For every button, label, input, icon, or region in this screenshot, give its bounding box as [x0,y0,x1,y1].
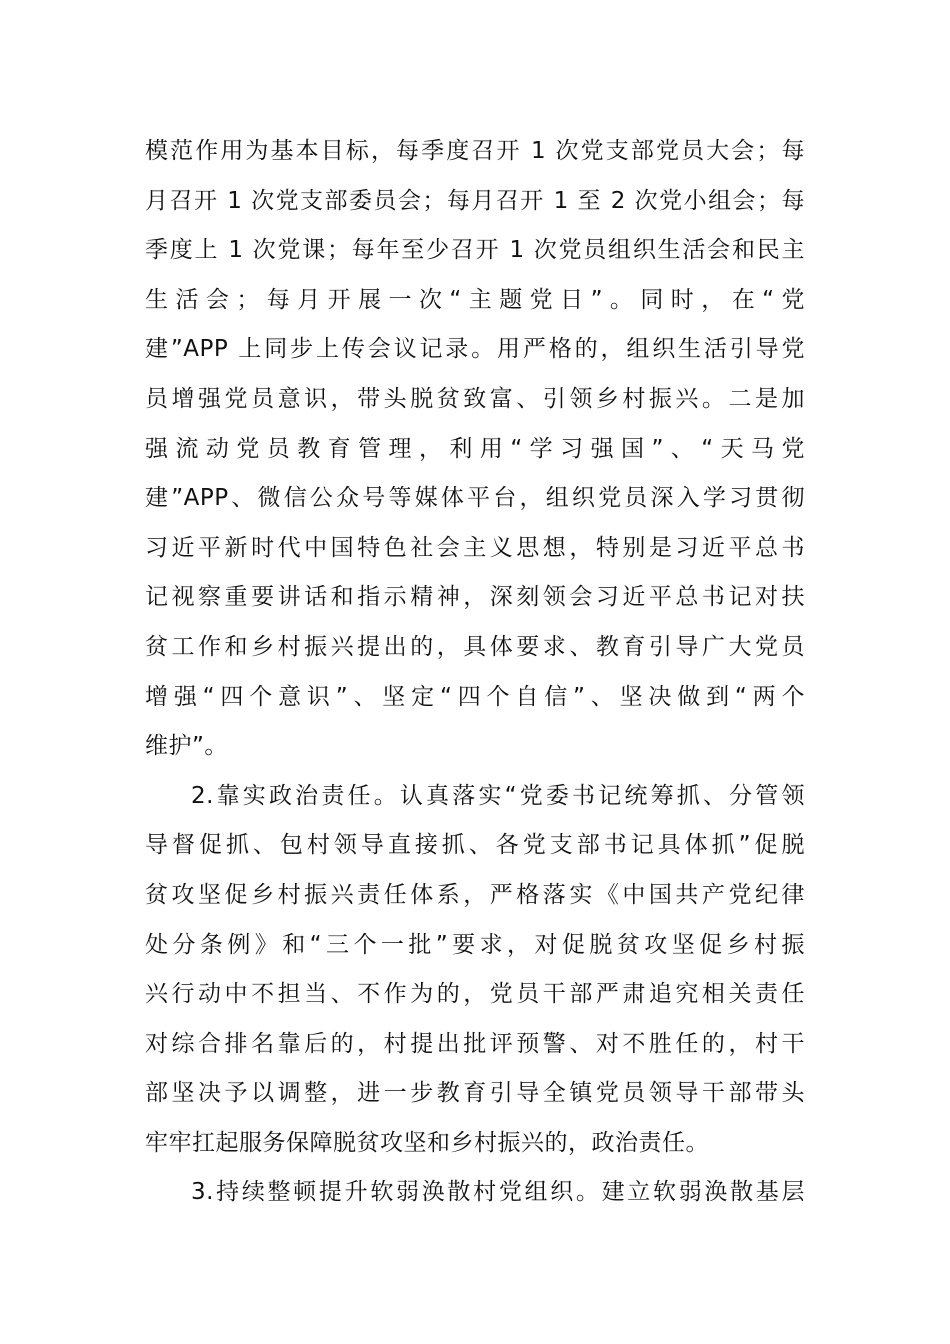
body-text [145,127,805,1218]
text-line: 建”APP 上同步上传会议记录。用严格的，组织生活引导党 [145,336,805,363]
text-line: 员增强党员意识，带头脱贫致富、引领乡村振兴。二是加 [145,385,805,412]
text-line: 导督促抓、包村领导直接抓、各党支部书记具体抓”促脱 [145,832,805,859]
text-line: 2.靠实政治责任。认真落实“党委书记统筹抓、分管领 [191,782,805,809]
text-line: 习近平新时代中国特色社会主义思想，特别是习近平总书 [145,534,805,561]
text-line: 部坚决予以调整，进一步教育引导全镇党员领导干部带头 [145,1080,805,1107]
text-line: 月召开 1 次党支部委员会；每月召开 1 至 2 次党小组会；每 [145,187,805,214]
text-line: 模范作用为基本目标，每季度召开 1 次党支部党员大会；每 [145,138,805,164]
text-line: 增强“四个意识”、坚定“四个自信”、坚决做到“两个 [145,683,805,710]
text-line: 3.持续整顿提升软弱涣散村党组织。建立软弱涣散基层 [191,1179,805,1206]
text-line: 对综合排名靠后的，村提出批评预警、对不胜任的，村干 [145,1030,805,1057]
text-line: 维护”。 [145,733,228,760]
text-line: 贫攻坚促乡村振兴责任体系，严格落实《中国共产党纪律 [145,881,805,908]
text-line: 牢牢扛起服务保障脱贫攻坚和乡村振兴的，政治责任。 [145,1129,709,1156]
text-line: 处分条例》和“三个一批”要求，对促脱贫攻坚促乡村振 [145,931,805,958]
text-line: 生活会；每月开展一次“主题党日”。同时，在“党 [145,286,805,313]
text-line: 兴行动中不担当、不作为的，党员干部严肃追究相关责任 [145,981,805,1008]
text-line: 建”APP、微信公众号等媒体平台，组织党员深入学习贯彻 [145,485,805,512]
text-line: 季度上 1 次党课；每年至少召开 1 次党员组织生活会和民主 [145,237,805,264]
text-line: 贫工作和乡村振兴提出的，具体要求、教育引导广大党员 [145,633,805,660]
text-line: 强流动党员教育管理，利用“学习强国”、“天马党 [145,435,805,462]
text-line: 记视察重要讲话和指示精神，深刻领会习近平总书记对扶 [145,584,805,611]
